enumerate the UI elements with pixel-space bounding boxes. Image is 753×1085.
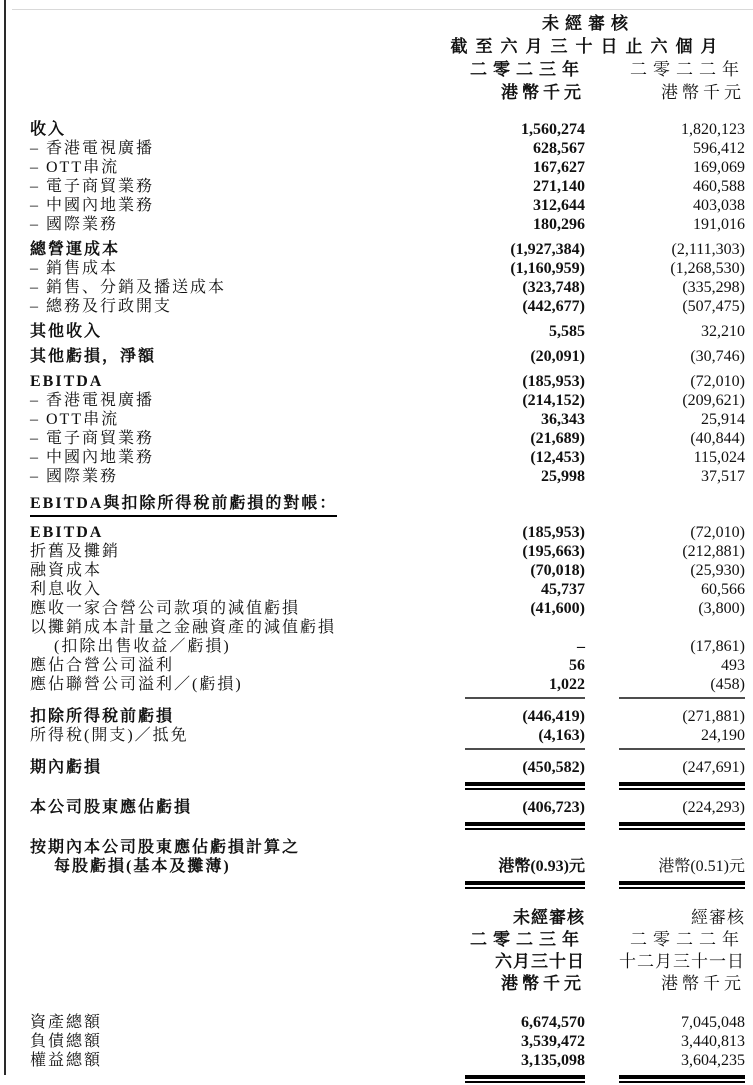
value-2022: (209,621) [682,392,745,409]
table-row [30,675,745,694]
income-statement-table [30,120,745,891]
table-row [30,120,745,139]
row-label: 利息收入 [30,581,103,598]
table-row [30,838,745,876]
row-label: – 中國內地業務 [30,449,155,466]
value-2023: (20,091) [530,348,585,365]
row-label: – 國際業務 [30,468,119,485]
row-label: – 銷售、分銷及播送成本 [30,279,227,296]
grand-total-rule [30,876,745,891]
row-label: 權益總額 [30,1052,103,1069]
value-2023: (21,689) [530,430,585,447]
page-left-edge [4,0,6,1075]
row-label: 期內虧損 [30,759,103,776]
section-heading-text: EBITDA與扣除所得稅前虧損的對帳： [30,494,337,517]
row-label: 按期內本公司股東應佔虧損計算之 每股虧損(基本及攤薄) [30,839,301,875]
value-2023: 271,140 [533,178,585,195]
subtotal-rule [30,694,745,701]
value-2022: 60,566 [701,581,745,598]
value-2023: (1,160,959) [510,260,585,277]
balance-audit-2023: 未經審核 [513,908,585,927]
value-2022: (17,861) [690,638,745,655]
value-2023: (185,953) [522,373,585,390]
value-2023: (442,677) [522,298,585,315]
section-heading [30,494,745,517]
balance-sheet-header [30,907,745,995]
value-2023: 180,296 [533,216,585,233]
value-2023: (195,663) [522,543,585,560]
row-label: – OTT串流 [30,411,120,428]
value-2022: 24,190 [701,727,745,744]
value-2022: (271,881) [682,708,745,725]
balance-date-2022: 十二月三十一日 [619,952,745,971]
row-label: 負債總額 [30,1033,103,1050]
table-row [30,798,745,817]
value-2022: (30,746) [690,348,745,365]
table-row [30,372,745,391]
balance-year-2022: 二零二二年 [630,930,745,949]
value-2022: (335,298) [682,279,745,296]
value-2022: (72,010) [690,373,745,390]
column-unit-2022: 港幣千元 [661,83,745,102]
row-label: – 電子商貿業務 [30,178,155,195]
value-2023: 56 [569,657,585,674]
row-label: EBITDA [30,524,104,541]
table-row [30,1032,745,1051]
value-2022: (72,010) [690,524,745,541]
balance-sheet-table [30,1013,745,1085]
value-2022: (25,930) [690,562,745,579]
value-2023: 167,627 [533,159,585,176]
table-row [30,410,745,429]
balance-date-2023: 六月三十日 [495,952,585,971]
row-label: 所得稅(開支)／抵免 [30,727,189,744]
table-row [30,618,745,656]
row-label: 應佔聯營公司溢利／(虧損) [30,676,243,693]
row-label: – 中國內地業務 [30,197,155,214]
value-2023: (406,723) [522,799,585,816]
value-2022: (1,268,530) [670,260,745,277]
table-row [30,542,745,561]
value-2022: 596,412 [693,140,745,157]
table-row [30,726,745,745]
table-row [30,656,745,675]
value-2022: 25,914 [701,411,745,428]
value-2022: (212,881) [682,543,745,560]
value-2022: 493 [721,657,745,674]
value-2022: (2,111,303) [671,241,745,258]
table-row [30,177,745,196]
value-2023: 5,585 [549,323,585,340]
value-2023: (70,018) [530,562,585,579]
value-2022: 403,038 [693,197,745,214]
row-label: 融資成本 [30,562,103,579]
row-label: EBITDA [30,373,104,390]
table-row [30,391,745,410]
value-2023: 45,737 [541,581,585,598]
table-row [30,240,745,259]
value-2023: 312,644 [533,197,585,214]
value-2023: 3,135,098 [521,1052,585,1069]
table-row [30,1051,745,1070]
row-label: – 銷售成本 [30,260,119,277]
row-label: 折舊及攤銷 [30,543,121,560]
value-2023: 6,674,570 [521,1014,585,1031]
value-2022: 1,820,123 [681,121,745,138]
row-label: 應佔合營公司溢利 [30,657,175,674]
row-label: 收入 [30,121,67,138]
table-row [30,561,745,580]
row-label: 扣除所得稅前虧損 [30,708,175,725]
value-2022: (224,293) [682,799,745,816]
table-row [30,259,745,278]
income-statement-header [30,12,745,104]
value-2022: 3,604,235 [681,1052,745,1069]
value-2022: 460,588 [693,178,745,195]
row-label: 本公司股東應佔虧損 [30,799,193,816]
table-row [30,429,745,448]
column-year-2022: 二零二二年 [630,60,745,79]
table-row [30,1013,745,1032]
value-2023: (41,600) [530,600,585,617]
value-2022: 115,024 [693,449,745,466]
value-2023: (4,163) [538,727,585,744]
value-2023: (446,419) [522,708,585,725]
table-row [30,158,745,177]
value-2022: 3,440,813 [681,1033,745,1050]
column-unit-2023: 港幣千元 [501,83,585,102]
value-2023: 1,022 [549,676,585,693]
page-top-edge [12,9,753,10]
value-2023: 3,539,472 [521,1033,585,1050]
value-2023: 港幣(0.93)元 [498,858,585,875]
table-row [30,196,745,215]
row-label: 資產總額 [30,1014,103,1031]
row-label: – 電子商貿業務 [30,430,155,447]
row-label: – 總務及行政開支 [30,298,173,315]
financial-statement [30,12,745,1085]
row-label: – OTT串流 [30,159,120,176]
value-2022: 169,069 [693,159,745,176]
grand-total-rule [30,1070,745,1085]
value-2022: 32,210 [701,323,745,340]
value-2022: (247,691) [682,759,745,776]
value-2023: (1,927,384) [510,241,585,258]
column-year-2023: 二零二三年 [470,60,585,79]
audit-status-label: 未經審核 [542,14,634,33]
table-row [30,215,745,234]
row-label: – 香港電視廣播 [30,392,155,409]
value-2022: (3,800) [698,600,745,617]
value-2023: 36,343 [541,411,585,428]
table-row [30,580,745,599]
balance-year-2023: 二零二三年 [470,930,585,949]
table-row [30,758,745,777]
table-row [30,523,745,542]
table-row [30,139,745,158]
grand-total-rule [30,777,745,792]
value-2023: 1,560,274 [521,121,585,138]
value-2022: (507,475) [682,298,745,315]
table-row [30,599,745,618]
value-2022: 7,045,048 [681,1014,745,1031]
row-label: 其他虧損，淨額 [30,348,157,365]
table-row [30,707,745,726]
value-2022: 191,016 [693,216,745,233]
table-row [30,347,745,366]
row-label: 其他收入 [30,323,103,340]
value-2023: (12,453) [530,449,585,466]
table-row [30,278,745,297]
value-2022: (458) [710,676,745,693]
subtotal-rule [30,745,745,752]
value-2023: (185,953) [522,524,585,541]
row-label: – 國際業務 [30,216,119,233]
value-2023: – [577,638,585,655]
value-2023: 628,567 [533,140,585,157]
period-label: 截至六月三十日止六個月 [450,37,726,56]
value-2022: 港幣(0.51)元 [658,858,745,875]
balance-unit-2023: 港幣千元 [501,974,585,993]
value-2023: (214,152) [522,392,585,409]
table-row [30,448,745,467]
row-label: – 香港電視廣播 [30,140,155,157]
value-2023: 25,998 [541,468,585,485]
value-2023: (323,748) [522,279,585,296]
row-label: 以攤銷成本計量之金融資產的減值虧損 (扣除出售收益／虧損) [30,619,337,655]
balance-unit-2022: 港幣千元 [661,974,745,993]
value-2023: (450,582) [522,759,585,776]
table-row [30,322,745,341]
table-row [30,297,745,316]
balance-audit-2022: 經審核 [691,908,745,927]
row-label: 總營運成本 [30,241,121,258]
value-2022: 37,517 [701,468,745,485]
row-label: 應收一家合營公司款項的減值虧損 [30,600,301,617]
grand-total-rule [30,817,745,832]
value-2022: (40,844) [690,430,745,447]
table-row [30,467,745,486]
